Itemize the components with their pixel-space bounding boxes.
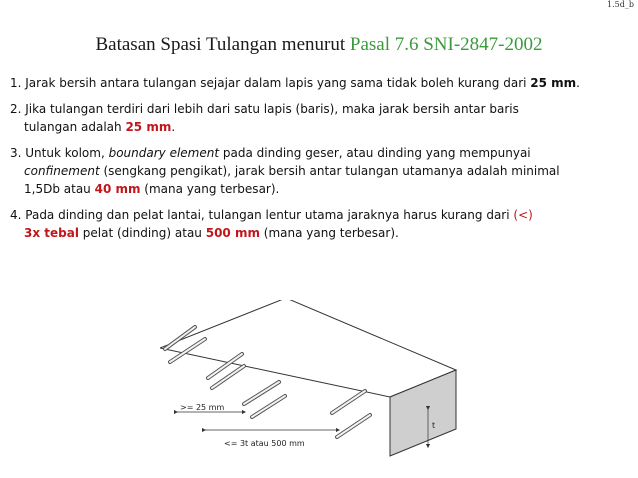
rule-3-text-d: 1,5Db atau [24,182,95,196]
label-bar-spacing: <= 3t atau 500 mm [224,439,305,448]
rule-3-text-a: 3. Untuk kolom, [10,146,109,160]
rule-4-text-b: pelat (dinding) atau [78,226,206,240]
rule-2-line-1: 2. Jika tulangan terdiri dari lebih dari satu lapis (baris), maka jarak bersih antar baris [10,102,519,116]
rule-2-end: . [171,120,176,134]
rule-4-text-a: 4. Pada dinding dan pelat lantai, tulangan lentur utama jaraknya harus kurang dari [10,208,514,222]
rules-list [10,74,634,250]
page-title [0,34,638,56]
label-layer-spacing: >= 25 mm [180,403,225,412]
rule-3-term-boundary: boundary element [108,146,220,160]
rule-4-value-thickness: 3x tebal [24,226,79,240]
rule-1-value: 25 mm [530,76,577,90]
title-main: Batasan Spasi Tulangan menurut [95,34,350,55]
rule-1-text: 1. Jarak bersih antara tulangan sejajar dalam lapis yang sama tidak boleh kurang dari [10,76,531,90]
rule-3-end: (mana yang terbesar). [140,182,280,196]
label-thickness: t [432,421,436,430]
rule-3-text-c: (sengkang pengikat), jarak bersih antar tulangan utamanya adalah minimal [99,164,560,178]
rule-1 [10,74,634,92]
slab-reinforcement-diagram [160,300,460,460]
rule-3-term-confinement: confinement [24,164,100,178]
rule-4-value-500: 500 mm [205,226,260,240]
title-accent: Pasal 7.6 SNI-2847-2002 [349,34,543,55]
rule-2-value: 25 mm [125,120,172,134]
rule-1-end: . [576,76,580,90]
rule-3-value: 40 mm [94,182,141,196]
rule-4-symbol: (<) [513,208,533,222]
rule-2-text: tulangan adalah [24,120,126,134]
rule-2 [10,100,634,136]
rule-3-text-b: pada dinding geser, atau dinding yang mempunyai [219,146,531,160]
corner-label: 1.5d_b [607,0,634,9]
rule-4-end: (mana yang terbesar). [259,226,399,240]
slab-top-face [160,300,456,397]
rule-4 [10,206,634,242]
rule-3 [10,144,634,198]
